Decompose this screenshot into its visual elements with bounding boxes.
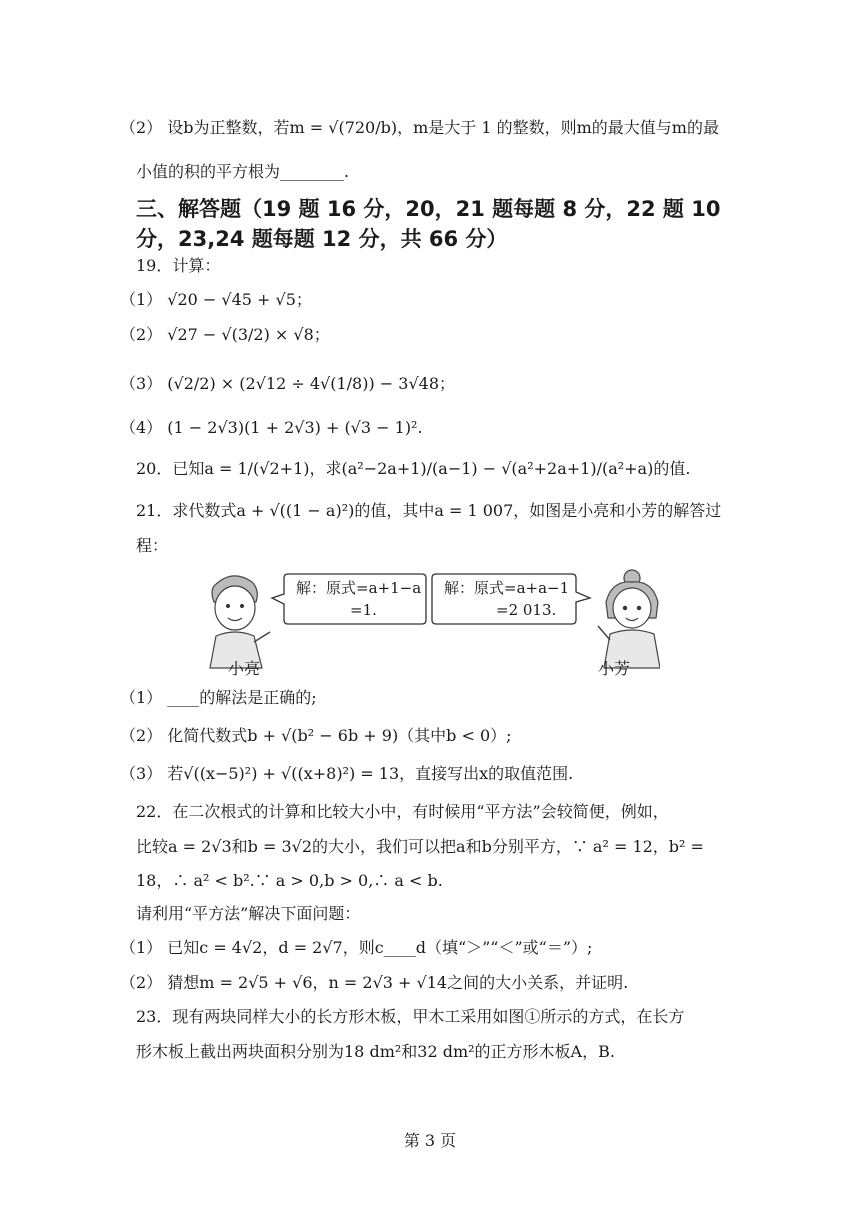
- question-22-1: （1） 已知c = 4√2，d = 2√7，则c____d（填“＞”“＜”或“＝”）;: [120, 938, 593, 957]
- question-22-line2: 比较a = 2√3和b = 3√2的大小，我们可以把a和b分别平方，∵ a² = 12，b² =: [136, 837, 704, 856]
- question-19-1: （1） √20 − √45 + √5；: [120, 290, 312, 309]
- question-21-line2: 程：: [136, 536, 169, 555]
- question-19-3: （3） (√2/2) × (2√12 ÷ 4√(1/8)) − 3√48；: [120, 374, 455, 393]
- left-bubble-line2: =1.: [350, 601, 377, 619]
- page-number: 第 3 页: [403, 1131, 457, 1150]
- question-18-2-line1: （2） 设b为正整数，若m = √(720/b)，m是大于 1 的整数，则m的最大值与m的最: [120, 118, 719, 137]
- illustration-drawing: [200, 568, 660, 680]
- section-3-heading-line1: 三、解答题（19 题 16 分，20，21 题每题 8 分，22 题 10: [136, 197, 721, 221]
- section-3-heading-line2: 分，23,24 题每题 12 分，共 66 分）: [136, 227, 508, 251]
- question-21-1: （1） ____的解法是正确的;: [120, 688, 317, 707]
- question-21-2: （2） 化简代数式b + √(b² − 6b + 9)（其中b < 0）;: [120, 726, 512, 745]
- girl-name-label: 小芳: [598, 659, 631, 678]
- question-19: 19．计算：: [136, 256, 221, 275]
- question-21-line1: 21．求代数式a + √((1 − a)²)的值，其中a = 1 007，如图是小亮和小芳的解答过: [136, 501, 722, 520]
- left-bubble-line1: 解：原式=a+1−a: [296, 579, 422, 597]
- question-21-3: （3） 若√((x−5)²) + √((x+8)²) = 13，直接写出x的取值范围.: [120, 764, 574, 783]
- boy-figure: [210, 576, 270, 668]
- question-18-2-line2: 小值的积的平方根为________.: [136, 162, 350, 181]
- question-19-2: （2） √27 − √(3/2) × √8；: [120, 325, 330, 344]
- question-20: 20．已知a = 1/(√2+1)，求(a²−2a+1)/(a−1) − √(a²+2a+1)/(a²+a)的值.: [136, 459, 691, 478]
- question-22-line3: 18，∴ a² < b².∵ a > 0,b > 0,∴ a < b.: [136, 871, 443, 890]
- question-22-line1: 22．在二次根式的计算和比较大小中，有时候用“平方法”会较简便，例如，: [136, 802, 669, 821]
- question-23-line2: 形木板上截出两块面积分别为18 dm²和32 dm²的正方形木板A，B.: [136, 1042, 615, 1061]
- question-22-2: （2） 猜想m = 2√5 + √6，n = 2√3 + √14之间的大小关系，并证明.: [120, 973, 629, 992]
- question-19-4: （4） (1 − 2√3)(1 + 2√3) + (√3 − 1)².: [120, 418, 423, 437]
- boy-name-label: 小亮: [228, 659, 261, 678]
- girl-figure: [598, 570, 660, 668]
- solution-illustration: [200, 568, 660, 680]
- question-23-line1: 23．现有两块同样大小的长方形木板，甲木工采用如图①所示的方式，在长方: [136, 1007, 685, 1026]
- right-bubble-line1: 解：原式=a+a−1: [444, 579, 570, 597]
- right-bubble-line2: =2 013.: [496, 601, 557, 619]
- question-22-line4: 请利用“平方法”解决下面问题：: [136, 904, 361, 923]
